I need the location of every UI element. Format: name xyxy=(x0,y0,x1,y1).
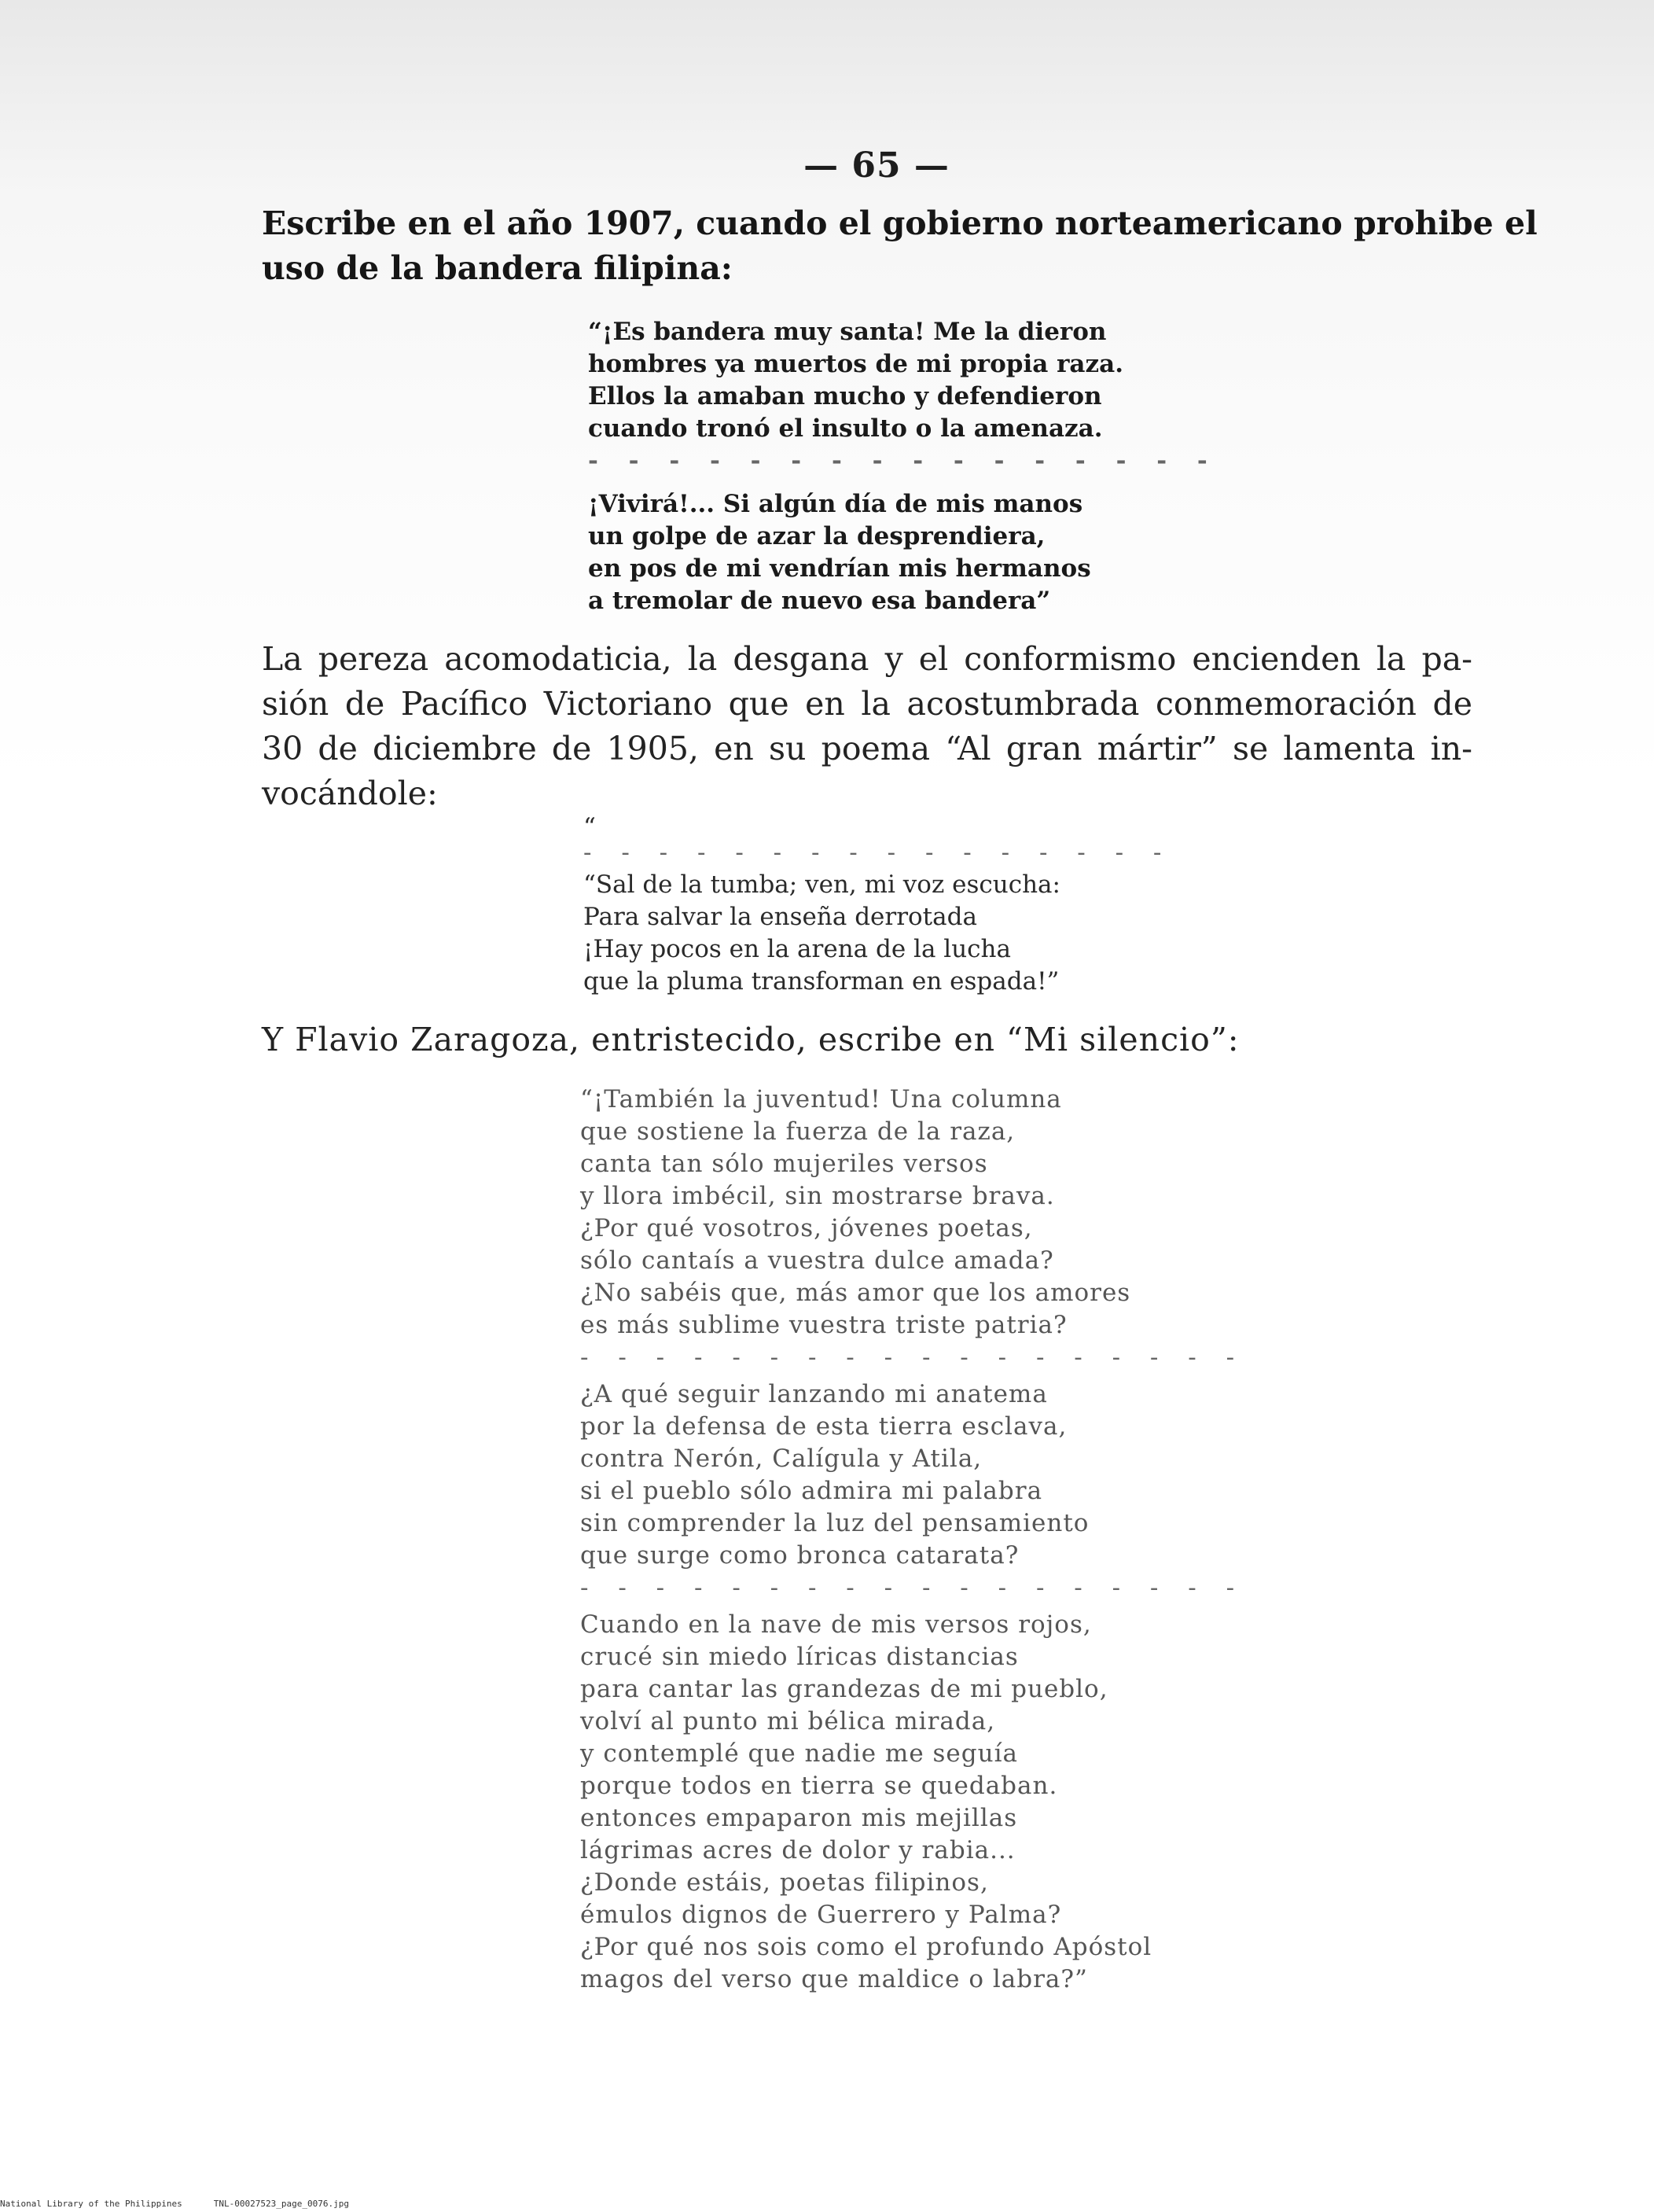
paragraph-line: La pereza acomodaticia, la desgana y el conformismo encienden la pa- xyxy=(262,640,1472,678)
paragraph-line: vocándole: xyxy=(262,775,438,812)
paragraph-intro-1907 xyxy=(262,201,1538,291)
poem-verse: hombres ya muertos de mi propia raza. xyxy=(588,350,1124,378)
poem-verse: para cantar las grandezas de mi pueblo, xyxy=(580,1675,1108,1703)
poem-verse: porque todos en tierra se quedaban. xyxy=(580,1772,1058,1800)
poem-verse: Cuando en la nave de mis versos rojos, xyxy=(580,1610,1092,1639)
ellipsis-dashes: - - - - - - - - - - - - - - - - xyxy=(588,447,1218,475)
poem-bandera xyxy=(588,316,1218,617)
poem-verse: Para salvar la enseña derrotada xyxy=(583,903,977,931)
scan-footer xyxy=(0,2199,472,2209)
poem-verse: cuando tronó el insulto o la amenaza. xyxy=(588,414,1103,443)
poem-verse: ¿Donde estáis, poetas filipinos, xyxy=(580,1868,989,1897)
poem-verse: entonces empaparon mis mejillas xyxy=(580,1804,1018,1832)
footer-file-id: TNL-00027523_page_0076.jpg xyxy=(213,2199,349,2209)
poem-verse: sólo cantaís a vuestra dulce amada? xyxy=(580,1246,1054,1275)
poem-verse: canta tan sólo mujeriles versos xyxy=(580,1150,988,1178)
poem-verse: crucé sin miedo líricas distancias xyxy=(580,1643,1019,1671)
poem-verse: que surge como bronca catarata? xyxy=(580,1541,1020,1570)
poem-verse: “¡Es bandera muy santa! Me la dieron xyxy=(588,318,1107,346)
poem-verse: ¡Hay pocos en la arena de la lucha xyxy=(583,935,1011,963)
paragraph-line: Escribe en el año 1907, cuando el gobierno norteamericano prohibe el xyxy=(262,204,1538,242)
ellipsis-dashes: - - - - - - - - - - - - - - - - - - xyxy=(580,1573,1246,1602)
poem-gran-martir xyxy=(583,813,1173,998)
poem-verse: Ellos la amaban mucho y defendieron xyxy=(588,382,1102,410)
poem-verse: contra Nerón, Calígula y Atila, xyxy=(580,1445,983,1473)
poem-verse: y contemplé que nadie me seguía xyxy=(580,1739,1018,1768)
poem-verse: “Sal de la tumba; ven, mi voz escucha: xyxy=(583,870,1060,899)
paragraph-line: sión de Pacífico Victoriano que en la acostumbrada conmemoración de xyxy=(262,685,1472,723)
poem-verse: volví al punto mi bélica mirada, xyxy=(580,1707,996,1735)
poem-opening-quote: “ xyxy=(583,813,596,841)
poem-verse: si el pueblo sólo admira mi palabra xyxy=(580,1477,1043,1505)
paragraph-pereza xyxy=(262,637,1472,816)
poem-verse: lágrimas acres de dolor y rabia... xyxy=(580,1836,1016,1864)
paragraph-line: Y Flavio Zaragoza, entristecido, escribe en “Mi silencio”: xyxy=(262,1021,1240,1058)
poem-verse: a tremolar de nuevo esa bandera” xyxy=(588,587,1051,615)
poem-verse: ¡Vivirá!... Si algún día de mis manos xyxy=(588,490,1083,518)
poem-verse: un golpe de azar la desprendiera, xyxy=(588,522,1046,550)
poem-verse: ¿No sabéis que, más amor que los amores xyxy=(580,1279,1131,1307)
footer-library: National Library of the Philippines xyxy=(0,2199,182,2209)
paragraph-line: 30 de diciembre de 1905, en su poema “Al gran mártir” se lamenta in- xyxy=(262,730,1472,767)
poem-verse: magos del verso que maldice o labra?” xyxy=(580,1965,1088,1993)
ellipsis-dashes: - - - - - - - - - - - - - - - - - - xyxy=(580,1343,1246,1371)
paragraph-line: uso de la bandera filipina: xyxy=(262,249,733,287)
page-number: — 65 — xyxy=(803,145,950,186)
stanza-gap xyxy=(588,477,1218,488)
poem-verse: que sostiene la fuerza de la raza, xyxy=(580,1117,1016,1146)
poem-verse: y llora imbécil, sin mostrarse brava. xyxy=(580,1182,1055,1210)
poem-verse: por la defensa de esta tierra esclava, xyxy=(580,1412,1068,1441)
poem-verse: émulos dignos de Guerrero y Palma? xyxy=(580,1901,1062,1929)
poem-verse: “¡También la juventud! Una columna xyxy=(580,1085,1062,1113)
poem-mi-silencio xyxy=(580,1084,1245,1996)
poem-verse: ¿A qué seguir lanzando mi anatema xyxy=(580,1380,1048,1408)
poem-verse: que la pluma transforman en espada!” xyxy=(583,967,1060,996)
poem-verse: sin comprender la luz del pensamiento xyxy=(580,1509,1090,1537)
poem-verse: en pos de mi vendrían mis hermanos xyxy=(588,554,1091,583)
paragraph-zaragoza xyxy=(262,1018,1472,1062)
ellipsis-dashes: - - - - - - - - - - - - - - - - xyxy=(583,838,1173,867)
poem-verse: es más sublime vuestra triste patria? xyxy=(580,1311,1068,1339)
poem-verse: ¿Por qué nos sois como el profundo Apóstol xyxy=(580,1933,1152,1961)
poem-verse: ¿Por qué vosotros, jóvenes poetas, xyxy=(580,1214,1033,1242)
